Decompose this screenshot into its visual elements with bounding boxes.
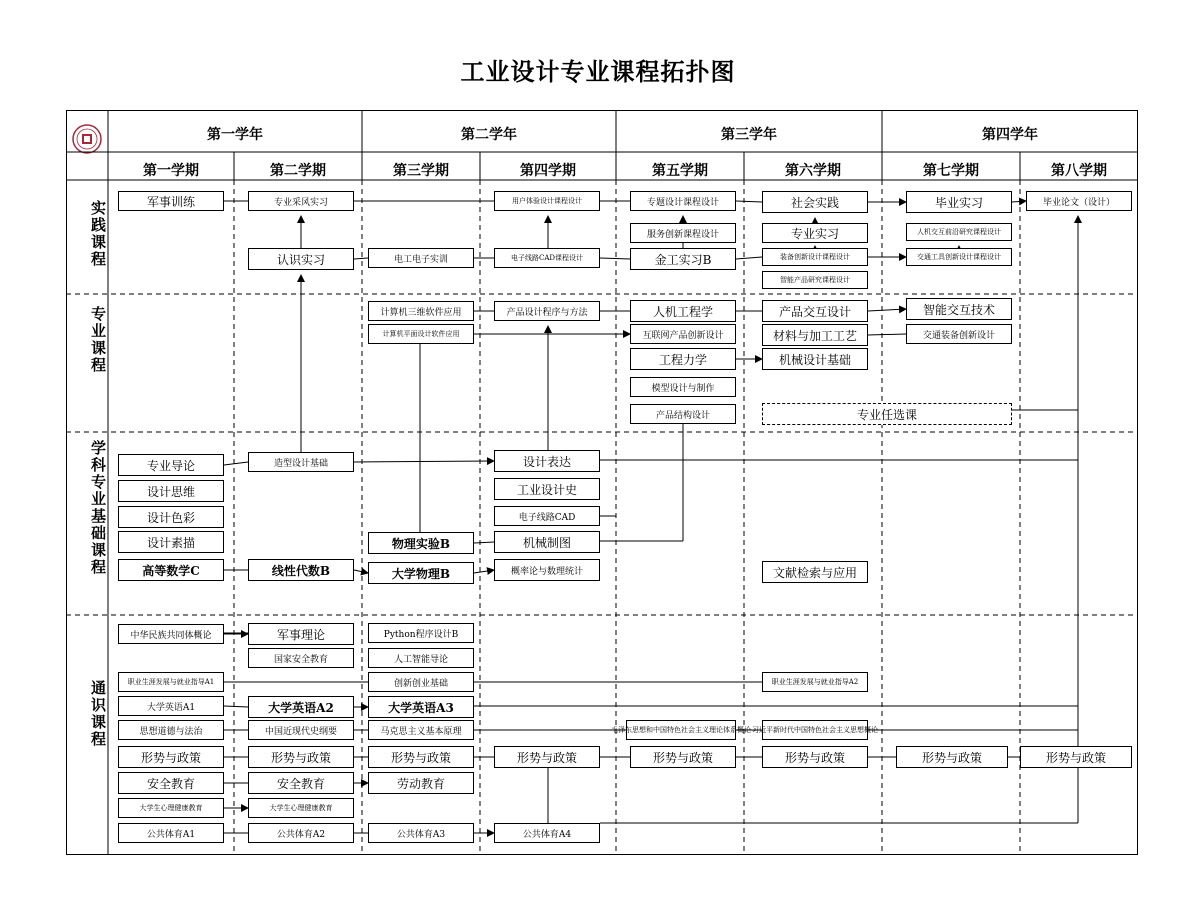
course-zysx: 专业实习 [762,223,868,243]
course-gysj: 工业设计史 [494,478,600,500]
course-jsj3: 计算机三维软件应用 [368,301,474,321]
course-dzcad: 电子线路CAD [494,506,600,526]
course-mxsj: 模型设计与制作 [630,377,736,397]
link-cpjh-znjh [868,309,906,311]
course-jgsx: 金工实习B [630,248,736,270]
link-ztsj-shsj [736,201,762,202]
semester-header-7: 第七学期 [923,163,979,179]
course-xszc8: 形势与政策 [1020,746,1132,768]
course-xszc2: 形势与政策 [248,746,354,768]
course-zhmz: 中华民族共同体概论 [118,624,224,644]
course-aqjy2: 安全教育 [248,772,354,794]
course-gjaq: 国家安全教育 [248,648,354,668]
course-xjpsx: 习近平新时代中国特色社会主义思想概论 [762,720,868,740]
category-major: 专业课程 [89,306,107,374]
course-xxds: 线性代数B [248,559,354,581]
course-xljk2: 大学生心理健康教育 [248,798,354,818]
course-cpjg: 产品结构设计 [630,404,736,424]
course-xszc7: 形势与政策 [896,746,1008,768]
category-practice: 实践课程 [89,200,107,268]
course-dzxl: 电子线路CAD课程设计 [494,248,600,268]
course-glls: 概率论与数理统计 [494,559,600,581]
course-rgzn: 人工智能导论 [368,648,474,668]
link-bysx-bylw [1012,201,1026,202]
course-znjh: 智能交互技术 [906,298,1012,320]
semester-header-8: 第八学期 [1051,163,1107,179]
course-jsjpm: 计算机平面设计软件应用 [368,324,474,344]
link-zxsj-sjbd [354,461,494,462]
course-shsj: 社会实践 [762,191,868,213]
link-dzxl-jgsx [600,258,630,259]
course-jtgj: 交通工具创新设计课程设计 [906,248,1012,266]
course-xszc6: 形势与政策 [762,746,868,768]
course-fwcx: 服务创新课程设计 [630,223,736,243]
course-jxsj: 机械设计基础 [762,348,868,370]
link-zydl-zxsj [224,462,248,465]
course-python: Python程序设计B [368,623,474,643]
course-cpsj: 产品设计程序与方法 [494,301,600,321]
course-aqjy1: 安全教育 [118,772,224,794]
page-title: 工业设计专业课程拓扑图 [460,58,736,86]
course-rjgc: 人机工程学 [630,300,736,322]
course-xszc5: 形势与政策 [630,746,736,768]
course-bysx: 毕业实习 [906,191,1012,213]
course-gclx: 工程力学 [630,348,736,370]
course-bylw: 毕业论文（设计） [1026,191,1132,211]
course-sjsw: 设计思维 [118,480,224,502]
course-zydl: 专业导论 [118,454,224,476]
course-jsll: 军事理论 [248,623,354,645]
course-zncp: 智能产品研究课程设计 [762,271,868,289]
link-jgsx-zbcx [736,257,762,259]
course-zyrx: 专业任选课 [762,403,1012,425]
course-xszc1: 形势与政策 [118,746,224,768]
course-zgjd: 中国近现代史纲要 [248,720,354,740]
course-mzdsx: 毛泽东思想和中国特色社会主义理论体系概论 [626,720,736,740]
course-ggty1: 公共体育A1 [118,823,224,843]
course-sjsc: 设计色彩 [118,506,224,528]
course-dxyy3: 大学英语A3 [368,696,474,718]
course-zycf: 专业采风实习 [248,191,354,211]
course-mksz: 马克思主义基本原理 [368,720,474,740]
course-dxyy1: 大学英语A1 [118,696,224,716]
course-gdsx: 高等数学C [118,559,224,581]
semester-header-6: 第六学期 [785,163,841,179]
course-ggty4: 公共体育A4 [494,823,600,843]
link-dxyy1-dxyy2 [224,706,248,707]
course-ldjy: 劳动教育 [368,772,474,794]
course-jsxl: 军事训练 [118,191,224,211]
course-jxzt: 机械制图 [494,531,600,553]
course-dxyy2: 大学英语A2 [248,696,354,718]
year-header-4: 第四学年 [982,127,1038,143]
course-xszc4: 形势与政策 [494,746,600,768]
course-wxjs: 文献检索与应用 [762,561,868,583]
course-rjjh: 人机交互前沿研究课程设计 [906,223,1012,241]
course-sxdd: 思想道德与法治 [118,720,224,740]
category-foundation: 学科专业基础课程 [89,440,107,576]
semester-header-2: 第二学期 [270,163,326,179]
course-jtzb: 交通装备创新设计 [906,324,1012,344]
course-dxwl: 大学物理B [368,562,474,584]
link-xxds-dxwl [354,570,368,573]
course-clyjg: 材料与加工工艺 [762,324,868,346]
year-header-3: 第三学年 [721,127,777,143]
link-wlsy-jxzt [474,542,494,543]
course-sjbd: 设计表达 [494,450,600,472]
course-hlw: 互联网产品创新设计 [630,324,736,344]
course-zysy2: 职业生涯发展与就业指导A2 [762,672,868,692]
semester-header-1: 第一学期 [143,163,199,179]
semester-header-5: 第五学期 [652,163,708,179]
course-cpjh: 产品交互设计 [762,300,868,322]
category-general: 通识课程 [89,680,107,748]
course-wlsy: 物理实验B [368,532,474,554]
course-rsss: 认识实习 [248,248,354,270]
course-zxsj: 造型设计基础 [248,452,354,472]
course-ggdz: 电工电子实训 [368,248,474,268]
course-sjsm: 设计素描 [118,531,224,553]
course-yhty: 用户体验设计课程设计 [494,191,600,211]
course-zysy1: 职业生涯发展与就业指导A1 [118,672,224,692]
year-header-1: 第一学年 [207,127,263,143]
link-clyjg-jtzb [868,334,906,335]
semester-header-4: 第四学期 [520,163,576,179]
course-xljk1: 大学生心理健康教育 [118,798,224,818]
course-cxcy: 创新创业基础 [368,672,474,692]
semester-header-3: 第三学期 [393,163,449,179]
course-zbcx: 装备创新设计课程设计 [762,248,868,266]
link-dxwl-glls [474,570,494,573]
course-xszc3: 形势与政策 [368,746,474,768]
course-ggty3: 公共体育A3 [368,823,474,843]
link-rsss-ggdz [354,258,368,259]
course-ggty2: 公共体育A2 [248,823,354,843]
year-header-2: 第二学年 [461,127,517,143]
course-ztsj: 专题设计课程设计 [630,191,736,211]
